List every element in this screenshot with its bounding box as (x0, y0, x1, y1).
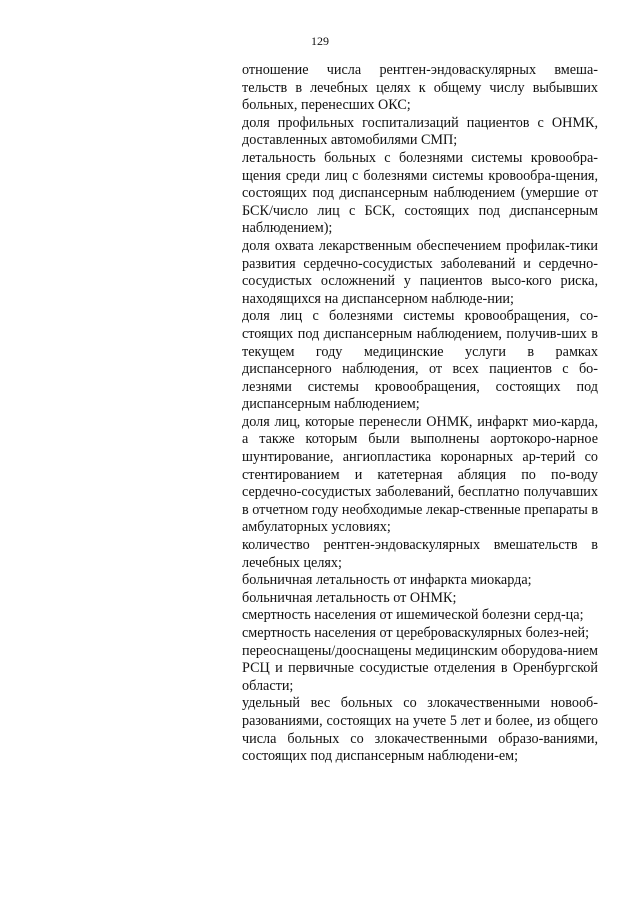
list-item: количество рентген-эндоваскулярных вмешательств в лечебных целях; (242, 537, 598, 571)
list-item: смертность населения от цереброваскулярных болез-ней; (242, 625, 590, 641)
list-item: больничная летальность от ОНМК; (242, 589, 457, 606)
list-item: доля профильных госпитализаций пациентов с ОНМК, доставленных автомобилями СМП; (242, 114, 598, 149)
list-item: смертность населения от ишемической болезни серд-ца; (242, 607, 584, 624)
list-item: доля лиц с болезнями системы кровообращения, со-стоящих под диспансерным наблюдением, получив-ших в текущем году медицинские услуги в рамках диспансерного наблюдения, от всех пациентов с бо-лезнями системы кровообращения, состоящих под диспансерным наблюдением; (242, 308, 598, 413)
list-item: переоснащены/дооснащены медицинским оборудова-нием РСЦ и первичные сосудистые отделения в Оренбургской области; (242, 642, 598, 694)
list-item: больничная летальность от инфаркта миокарда; (242, 572, 532, 589)
list-item: доля лиц, которые перенесли ОНМК, инфаркт мио-карда, а также которым были выполнены аортокоро-нарное шунтирование, ангиопластика коронарных ар-терий со стентированием и катетерная абляция по по-воду сердечно-сосудистых заболеваний, бесплатно получавших в отчетном году необходимые лекар-ственные препараты в амбулаторных условиях; (242, 413, 599, 536)
document-body (242, 62, 598, 766)
list-item: летальность больных с болезнями системы кровообра-щения среди лиц с болезнями системы кровообра-щения, состоящих под диспансерным наблюдением (умершие от БСК/число лиц с БСК, состоящих под диспансерным наблюдением); (242, 149, 598, 237)
list-item: удельный вес больных со злокачественными новооб-разованиями, состоящих на учете 5 лет и более, из общего числа больных со злокачественными образо-ваниями, состоящих под диспансерным наблюдени-ем; (242, 695, 598, 765)
list-item: доля охвата лекарственным обеспечением профилак-тики развития сердечно-сосудистых заболеваний и сердечно-сосудистых осложнений у пациентов высо-кого риска, находящихся на диспансерном наблюде-нии; (242, 237, 598, 307)
page-number: 129 (311, 34, 329, 48)
list-item: отношение числа рентген-эндоваскулярных вмеша-тельств в лечебных целях к общему числу выбывших больных, перенесших ОКС; (242, 62, 598, 114)
